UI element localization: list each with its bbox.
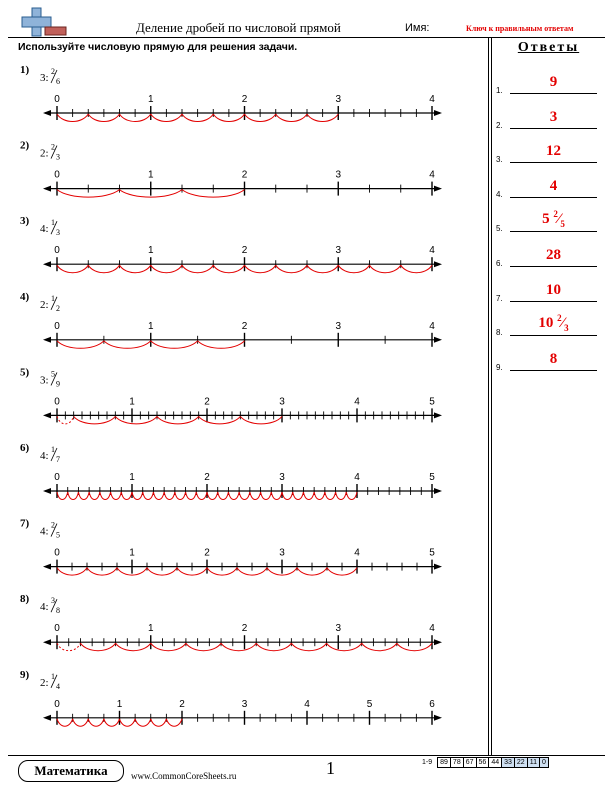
tick-label: 4 [429, 94, 435, 105]
jump-arc [151, 265, 182, 273]
jump-arc [74, 416, 116, 424]
tick-label: 3 [335, 169, 342, 181]
jump-arc [327, 643, 362, 651]
right-arrow-icon [434, 337, 442, 343]
brand-badge: Математика [18, 760, 124, 782]
score-cell: 11 [527, 758, 539, 768]
tick-label: 4 [429, 169, 435, 181]
jump-arc [282, 492, 293, 500]
answer-value [510, 247, 597, 264]
tick-label: 2 [204, 396, 210, 408]
answer-line [510, 370, 597, 371]
jump-arc [104, 341, 151, 349]
score-cell: 56 [476, 758, 489, 768]
answer-row [492, 237, 605, 271]
left-arrow-icon [43, 564, 51, 570]
problem-numerator: 5 [51, 369, 55, 379]
answer-line [510, 301, 597, 302]
answer-line [510, 93, 597, 94]
answer-value: 5 $^2⁄_5$ [542, 209, 565, 230]
right-arrow-icon [434, 186, 442, 192]
score-table [420, 757, 549, 768]
left-arrow-icon [43, 186, 51, 192]
problem-dividend: 4: [40, 223, 49, 236]
jump-arc [218, 492, 229, 500]
problem-dividend: 3: [40, 72, 49, 84]
jump-arc [261, 492, 272, 500]
problem-numerator: 1 [51, 293, 55, 303]
site-url: www.CommonCoreSheets.ru [131, 771, 237, 781]
problem-numerator: 2 [51, 67, 55, 76]
tick-label: 1 [129, 396, 135, 408]
answer-number: 3. [496, 155, 503, 165]
answer-row [492, 99, 605, 133]
problem-label: 6) [20, 442, 30, 454]
problem-label: 1) [20, 64, 30, 76]
jump-arc [57, 265, 88, 273]
jump-arc [336, 492, 347, 500]
right-arrow-icon [434, 412, 442, 418]
problem-denominator: 2 [56, 303, 60, 313]
jump-arc [89, 492, 100, 500]
tick-label: 1 [147, 320, 154, 332]
tick-label: 1 [129, 547, 135, 559]
right-arrow-icon [434, 639, 442, 645]
jump-arc [121, 492, 132, 500]
jump-arc [314, 492, 325, 500]
tick-label: 3 [279, 396, 285, 408]
answer-numerator: 2 [557, 313, 562, 324]
score-cell: 22 [514, 758, 527, 768]
answer-row [492, 202, 605, 236]
answer-line [510, 335, 597, 336]
jump-arc [68, 492, 79, 500]
tick-label: 2 [204, 547, 210, 559]
tick-label: 4 [354, 396, 360, 408]
answer-denominator: 5 [560, 219, 565, 230]
tick-label: 1 [116, 698, 123, 710]
answer-whole: 10 [538, 315, 554, 332]
problem-dividend: 2: [40, 676, 49, 689]
answer-row [492, 306, 605, 340]
answer-line [510, 266, 597, 267]
left-arrow-icon [43, 488, 51, 494]
tick-label: 1 [147, 169, 154, 181]
tick-label: 2 [241, 320, 248, 332]
jump-arc [256, 643, 291, 651]
answer-numerator: 2 [553, 209, 558, 220]
problem-label: 5) [20, 366, 30, 379]
tick-label: 2 [179, 698, 185, 710]
problem-label: 2) [20, 139, 30, 152]
right-arrow-icon [434, 564, 442, 570]
jump-arc [57, 492, 68, 500]
tick-label: 5 [366, 698, 373, 710]
tick-label: 2 [241, 623, 248, 635]
jump-arc [303, 492, 314, 500]
answer-value [510, 282, 597, 299]
score-range-label: 1-9 [422, 759, 433, 766]
tick-label: 0 [54, 245, 60, 257]
jump-arc [88, 265, 119, 273]
jump-arc [132, 492, 143, 500]
answer-whole: 10 [546, 281, 561, 298]
problem-label: 3) [20, 215, 30, 228]
right-arrow-icon [434, 488, 442, 494]
tick-label: 1 [147, 94, 154, 105]
score-cell: 0 [539, 758, 548, 768]
problem-numerator: 1 [51, 445, 55, 454]
problem-denominator: 8 [56, 606, 60, 616]
answer-value [510, 74, 597, 91]
jump-arc [120, 719, 136, 727]
jump-arc [228, 492, 239, 500]
jump-arc [346, 492, 357, 500]
answer-whole: 4 [549, 177, 558, 194]
answer-row [492, 272, 605, 306]
answer-row [492, 168, 605, 202]
page-number: 1 [326, 758, 335, 778]
tick-label: 4 [354, 547, 360, 559]
jump-arc [115, 416, 157, 424]
tick-label: 1 [147, 623, 154, 635]
problem-numerator: 1 [51, 671, 55, 681]
right-arrow-icon [434, 715, 442, 721]
tick-label: 3 [279, 472, 285, 483]
jump-arc [182, 265, 213, 273]
tick-label: 3 [279, 547, 285, 559]
problem-denominator: 3 [56, 228, 60, 238]
jump-arc [88, 719, 104, 727]
answer-line [510, 197, 597, 198]
answer-number: 8. [496, 328, 503, 338]
tick-label: 2 [241, 169, 248, 181]
jump-arc [164, 492, 175, 500]
tick-label: 0 [54, 320, 60, 332]
score-cell: 67 [463, 758, 476, 768]
answer-whole: 28 [546, 247, 561, 263]
problem-denominator: 7 [56, 455, 60, 464]
tick-label: 2 [204, 472, 210, 483]
jump-arc [291, 643, 326, 651]
tick-label: 3 [335, 94, 342, 105]
answer-row [492, 64, 605, 98]
problem-denominator: 5 [56, 530, 60, 540]
jump-arc [80, 643, 115, 651]
jump-arc [338, 265, 369, 273]
problem-numerator: 2 [51, 520, 55, 530]
answer-number: 4. [496, 189, 503, 199]
problem-dividend: 3: [40, 374, 49, 387]
answer-line [510, 128, 597, 129]
problem-denominator: 6 [56, 77, 60, 86]
answer-whole: 3 [549, 108, 558, 125]
problem-label: 9) [20, 668, 30, 681]
jump-arc [245, 265, 276, 273]
answer-whole: 12 [546, 143, 561, 160]
jump-arc [143, 492, 154, 500]
jump-arc [120, 265, 151, 273]
jump-arc [307, 265, 338, 273]
jump-arc [240, 416, 282, 424]
jump-arc [196, 492, 207, 500]
jump-arc [100, 492, 111, 500]
jump-arc [362, 643, 397, 651]
jump-arc [57, 341, 104, 349]
problem-dividend: 4: [40, 525, 49, 538]
jump-arc [175, 492, 186, 500]
answer-value: 10 $^2⁄_3$ [538, 313, 569, 334]
jump-arc [135, 719, 151, 727]
score-cell: 78 [450, 758, 463, 768]
problem-numerator: 3 [51, 596, 55, 606]
tick-label: 0 [54, 698, 60, 710]
tick-label: 4 [354, 472, 360, 483]
answer-number: 5. [496, 224, 503, 234]
jump-arc [78, 492, 89, 500]
tick-label: 0 [54, 169, 60, 181]
tick-label: 2 [241, 245, 248, 257]
problem-label: 7) [20, 517, 30, 530]
tick-label: 3 [335, 245, 342, 257]
jump-arc [186, 492, 197, 500]
left-arrow-icon [43, 261, 51, 267]
answer-whole: 9 [549, 74, 558, 90]
problem-label: 8) [20, 593, 30, 606]
tick-label: 1 [147, 245, 154, 257]
answer-value [510, 143, 597, 160]
answer-value [510, 109, 597, 126]
problem-dividend: 4: [40, 601, 49, 614]
jump-arc [221, 643, 256, 651]
jump-arc [116, 643, 151, 651]
jump-arc [397, 643, 432, 651]
answer-denominator: 3 [564, 323, 569, 334]
tick-label: 3 [335, 623, 342, 635]
tick-label: 4 [429, 623, 435, 635]
jump-arc [57, 719, 73, 727]
right-arrow-icon [434, 261, 442, 267]
tick-label: 4 [429, 320, 435, 332]
jump-arc [250, 492, 261, 500]
jump-arc [153, 492, 164, 500]
answer-value [510, 178, 597, 195]
jump-arc [199, 416, 241, 424]
left-arrow-icon [43, 412, 51, 418]
answer-key-label: Ключ к правильным ответам [466, 24, 574, 33]
jump-arc [157, 416, 199, 424]
problem-denominator: 9 [56, 379, 60, 389]
answer-number: 2. [496, 120, 503, 130]
answer-whole: 8 [549, 350, 558, 367]
jump-arc [213, 265, 244, 273]
problem-dividend: 2: [40, 298, 49, 311]
jump-arc [276, 265, 307, 273]
answer-number: 9. [496, 362, 503, 372]
answer-line [510, 162, 597, 163]
problem-numerator: 2 [51, 142, 55, 152]
jump-arc [151, 719, 167, 727]
jump-arc [73, 719, 89, 727]
tick-label: 3 [241, 698, 248, 710]
answer-number: 6. [496, 259, 503, 268]
left-arrow-icon [43, 639, 51, 645]
score-cell: 44 [489, 758, 502, 768]
left-arrow-icon [43, 337, 51, 343]
jump-arc [104, 719, 120, 727]
answer-row [492, 133, 605, 167]
answer-value [510, 351, 597, 368]
tick-label: 5 [429, 547, 435, 559]
jump-arc [198, 341, 245, 349]
answer-row [492, 341, 605, 375]
score-cell: 89 [438, 758, 451, 768]
jump-arc [401, 265, 432, 273]
right-arrow-icon [434, 110, 442, 116]
jump-arc [207, 492, 218, 500]
jump-arc [186, 643, 221, 651]
footer-divider [8, 755, 605, 756]
tick-label: 0 [54, 547, 60, 559]
left-arrow-icon [43, 715, 51, 721]
problem-dividend: 2: [40, 147, 49, 160]
tick-label: 0 [54, 623, 60, 635]
tick-label: 5 [429, 472, 435, 483]
answers-title-text: Ответы [517, 40, 580, 55]
jump-arc [271, 492, 282, 500]
problem-denominator: 3 [56, 152, 60, 162]
jump-arc [325, 492, 336, 500]
tick-label: 6 [429, 698, 435, 710]
tick-label: 0 [54, 472, 60, 483]
instructions: Используйте числовую прямую для решения задачи. [18, 41, 298, 53]
problem-numerator: 1 [51, 218, 55, 228]
answers-title [492, 40, 605, 56]
jump-arc [370, 265, 401, 273]
jump-arc [239, 492, 250, 500]
tick-label: 5 [429, 396, 435, 408]
jump-arc [166, 719, 182, 727]
tick-label: 4 [304, 698, 310, 710]
answer-whole: 5 [542, 211, 550, 228]
answer-number: 1. [496, 86, 503, 95]
name-label: Имя: [405, 22, 430, 34]
jump-arc [151, 643, 186, 651]
jump-arc [293, 492, 304, 500]
page-title: Деление дробей по числовой прямой [136, 20, 341, 35]
tick-label: 0 [54, 396, 60, 408]
problem-dividend: 4: [40, 450, 49, 462]
score-cell: 33 [502, 758, 515, 768]
tick-label: 4 [429, 245, 435, 257]
left-arrow-icon [43, 110, 51, 116]
tick-label: 3 [335, 320, 342, 332]
problem-label: 4) [20, 290, 30, 303]
jump-arc [151, 341, 198, 349]
tick-label: 0 [54, 94, 60, 105]
answer-line [510, 231, 597, 232]
tick-label: 1 [129, 472, 135, 483]
tick-label: 2 [241, 94, 248, 105]
answer-number: 7. [496, 293, 503, 303]
jump-arc [111, 492, 122, 500]
problem-denominator: 4 [56, 681, 60, 691]
